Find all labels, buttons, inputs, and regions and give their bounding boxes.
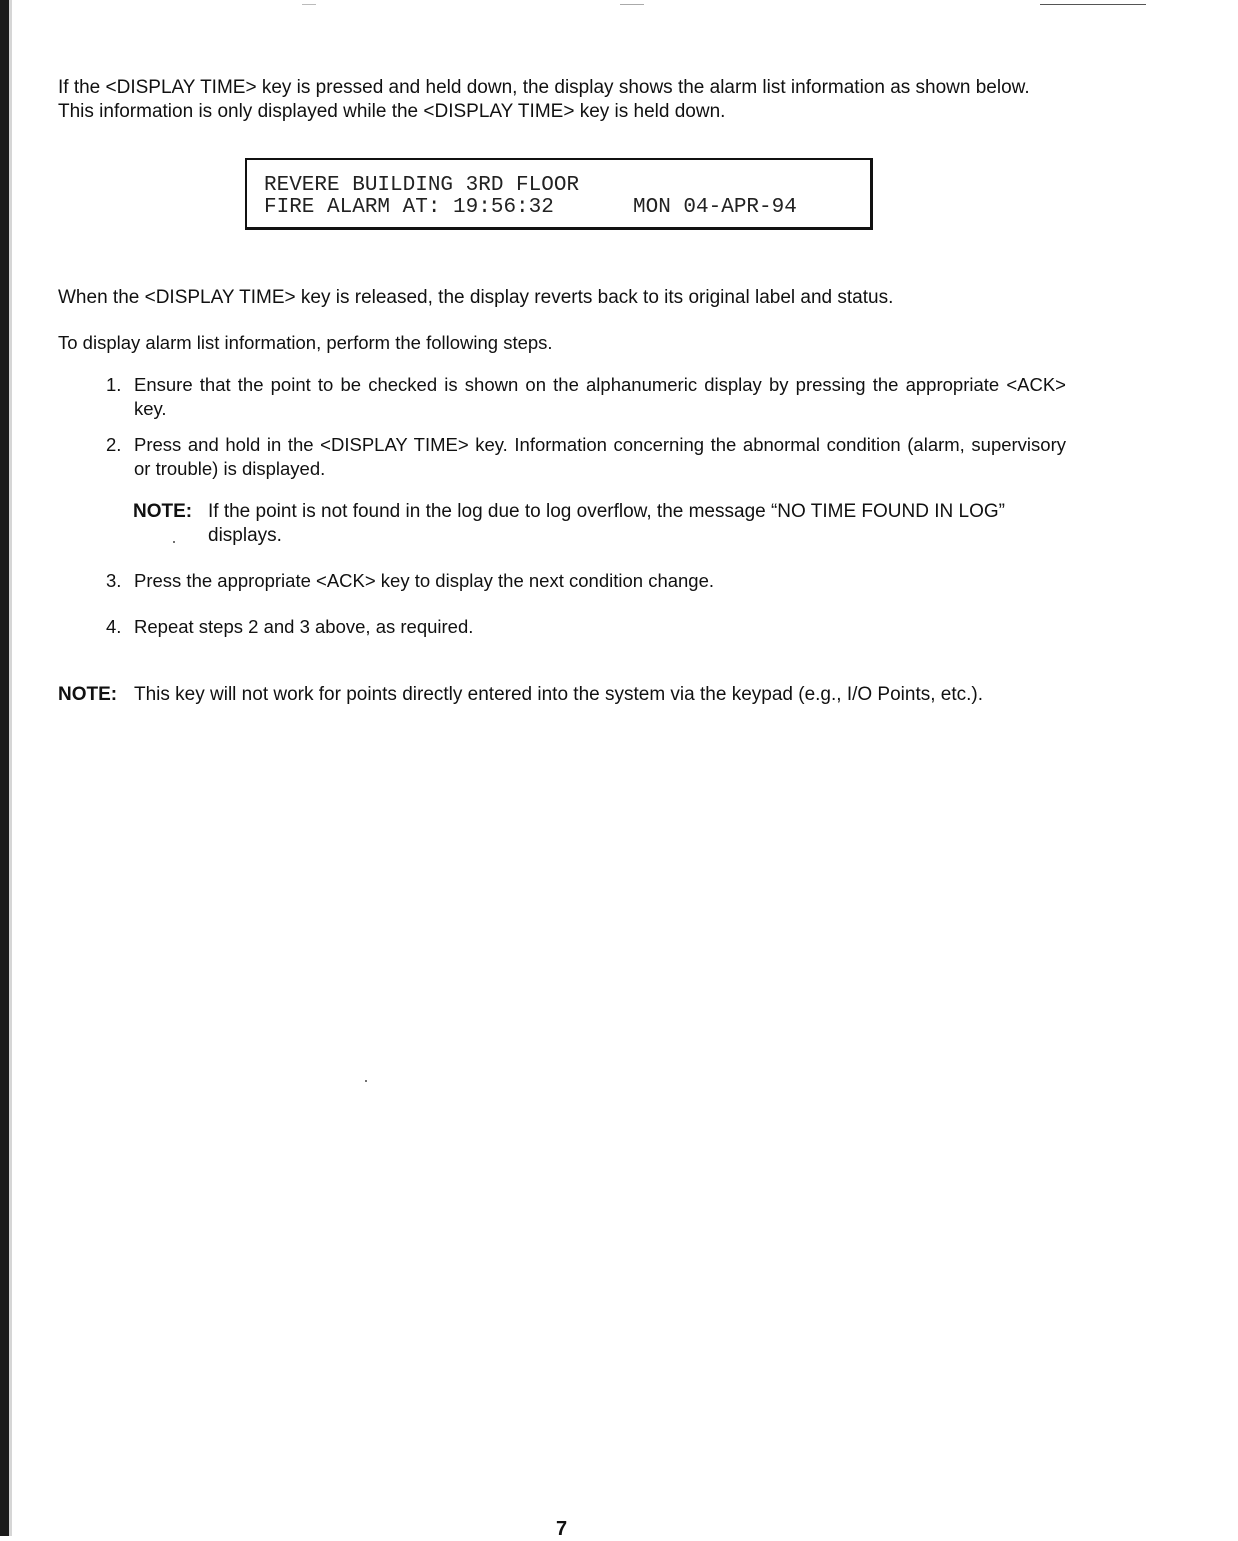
note-label: NOTE:	[58, 684, 118, 705]
steps-intro: To display alarm list information, perform the following steps.	[58, 332, 553, 353]
step-number: 2.	[106, 434, 122, 455]
note-text: If the point is not found in the log due to log overflow, the message “NO TIME FOUND IN LOG” displays.	[208, 501, 1005, 546]
alphanumeric-display-example	[245, 158, 873, 230]
display-line-2-right: MON 04-APR-94	[633, 196, 797, 219]
final-note	[58, 683, 983, 707]
step-text: Repeat steps 2 and 3 above, as required.	[134, 616, 474, 637]
note-text: This key will not work for points directly entered into the system via the keypad (e.g., I/O Points, etc.).	[134, 684, 984, 705]
released-paragraph: When the <DISPLAY TIME> key is released, the display reverts back to its original label and status.	[58, 287, 894, 308]
scan-artifact-line	[620, 4, 644, 5]
step-number: 4.	[106, 616, 122, 637]
scan-speck	[365, 1080, 367, 1082]
intro-line-1: If the <DISPLAY TIME> key is pressed and held down, the display shows the alarm list information as shown below.	[58, 77, 1030, 98]
page-number: 7	[556, 1518, 568, 1540]
intro-line-2: This information is only displayed while the <DISPLAY TIME> key is held down.	[58, 101, 726, 122]
scan-speck	[173, 541, 175, 543]
binding-edge	[0, 0, 9, 1536]
display-line-2-left: FIRE ALARM AT: 19:56:32	[264, 196, 554, 219]
step-number: 3.	[106, 570, 122, 591]
scan-artifact-line	[302, 4, 316, 5]
step-text: Ensure that the point to be checked is shown on the alphanumeric display by pressing the appropriate <ACK> key.	[134, 374, 1066, 419]
step-text: Press and hold in the <DISPLAY TIME> key. Information concerning the abnormal condition (alarm, supervisory or trouble) is displayed.	[134, 434, 1066, 479]
step-number: 1.	[106, 374, 122, 395]
scan-artifact-line	[1040, 4, 1146, 5]
binding-edge-shadow	[9, 0, 12, 1536]
display-line-1: REVERE BUILDING 3RD FLOOR	[264, 174, 580, 197]
step-text: Press the appropriate <ACK> key to display the next condition change.	[134, 570, 715, 591]
note-label: NOTE:	[133, 501, 193, 522]
